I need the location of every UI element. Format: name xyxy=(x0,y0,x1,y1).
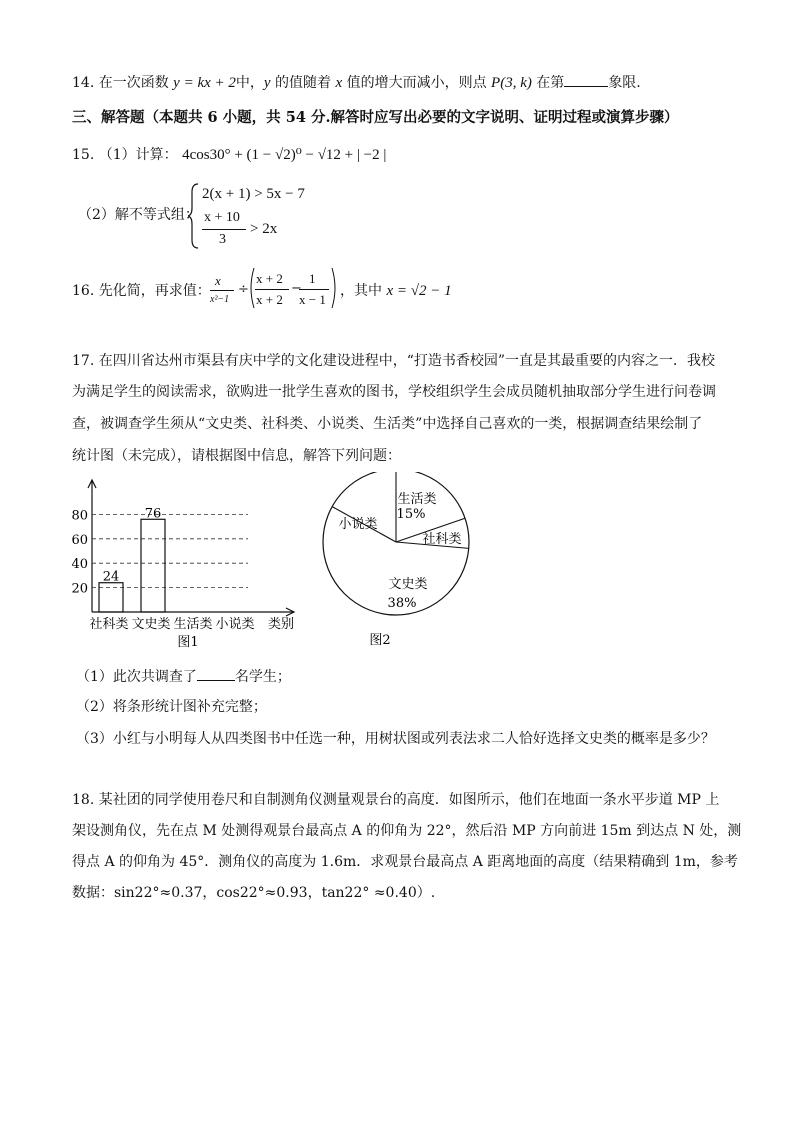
slice-label-social: 社科类 xyxy=(422,532,462,547)
q14-formula: y = kx + 2 xyxy=(173,75,236,91)
q16-frac3-num: 1 xyxy=(309,271,316,286)
slice-label-novel: 小说类 xyxy=(338,517,378,532)
question-14 xyxy=(72,72,641,93)
x-tick-label: 生活类 xyxy=(173,617,213,632)
y-tick-label: 40 xyxy=(71,557,88,573)
q17-number: 17. xyxy=(72,353,95,369)
q17-sub1-before: （1）此次共调查了 xyxy=(76,669,197,685)
q18-line-4: 数据：sin22°≈0.37，cos22°≈0.93，tan22° ≈0.40）. xyxy=(72,885,436,901)
q15-part1-expression: 4cos30° + (1 − √2)⁰ − √12 + | −2 | xyxy=(182,147,387,163)
q16-frac2-num: x + 2 xyxy=(256,271,283,286)
x-tick-label: 小说类 xyxy=(215,617,255,632)
q18-number: 18. xyxy=(72,792,95,808)
q18-line-1 xyxy=(72,790,719,810)
q16-label: 先化简，再求值： xyxy=(98,283,211,299)
q17-sub-question-3: （3）小红与小明每人从四类图书中任选一种，用树状图或列表法求二人恰好选择文史类的概率是多少？ xyxy=(76,731,715,747)
bar-value-label: 76 xyxy=(144,506,162,522)
q14-answer-blank xyxy=(564,72,608,87)
q16-frac1-num: x xyxy=(215,273,221,288)
q17-sub1-answer-blank xyxy=(197,666,235,681)
pie-chart-figure-2 xyxy=(316,472,486,652)
q16-div-sign: ÷ xyxy=(238,282,249,297)
q15-inequality-1: 2(x + 1) > 5x − 7 xyxy=(202,186,305,202)
q14-x-var: x xyxy=(335,75,343,91)
q17-sub-question-1 xyxy=(76,666,291,687)
q15-part2-label: （2）解不等式组： xyxy=(78,207,199,223)
q17-text-1: 在四川省达州市渠县有庆中学的文化建设进程中，“打造书香校园”一直是其最重要的内容之一．我校 xyxy=(98,353,716,369)
q14-text-mid3: 值的增大而减小，则点 xyxy=(342,75,492,91)
figure-2-caption: 图2 xyxy=(369,633,391,648)
y-tick-label: 80 xyxy=(71,508,88,524)
q16-minus: − xyxy=(291,281,302,296)
slice-label-life: 生活类 xyxy=(397,492,437,507)
q16-number: 16. xyxy=(72,283,95,299)
question-16 xyxy=(72,281,211,301)
slice-percent-life: 15% xyxy=(396,507,426,522)
q18-line-2: 架设测角仪，先在点 M 处测得观景台最高点 A 的仰角为 22°，然后沿 MP 方向前进 15m 到达点 N 处，测 xyxy=(72,823,742,839)
q16-frac2-den: x + 2 xyxy=(256,292,283,307)
bar-value-label: 24 xyxy=(102,569,120,585)
q18-line-3: 得点 A 的仰角为 45°．测角仪的高度为 1.6m．求观景台最高点 A 距离地面的高度（结果精确到 1m，参考 xyxy=(72,854,738,870)
figure-1-caption: 图1 xyxy=(177,635,199,650)
q17-paragraph-line-2: 为满足学生的阅读需求，欲购进一批学生喜欢的图书，学校组织学生会成员随机抽取部分学生进行问卷调 xyxy=(72,384,716,400)
q15-inequality-2-numerator: x + 10 xyxy=(204,210,240,225)
q14-text-mid1: 中， xyxy=(235,75,264,91)
q17-paragraph-line-3: 查，被调查学生须从“文史类、社科类、小说类、生活类”中选择自己喜欢的一类，根据调查结果绘制了 xyxy=(72,416,703,432)
slice-percent-history: 38% xyxy=(387,596,417,611)
q17-paragraph-line-4: 统计图（未完成），请根据图中信息，解答下列问题： xyxy=(72,448,401,464)
q16-condition xyxy=(340,281,452,301)
q14-text-before: 在一次函数 xyxy=(98,75,169,91)
q14-text-mid2: 的值随着 xyxy=(270,75,336,91)
q15-number: 15. xyxy=(72,147,95,163)
q16-frac3-den: x − 1 xyxy=(299,292,326,307)
q14-point: P(3, k) xyxy=(491,75,532,91)
q14-text-after: 象限. xyxy=(608,75,641,91)
q16-frac1-den: x²−1 xyxy=(210,294,230,305)
q16-cond-expr: x = √2 − 1 xyxy=(386,283,452,299)
q17-paragraph-line-1 xyxy=(72,351,715,371)
q15-inequality-2-denominator: 3 xyxy=(219,232,226,247)
q18-text-1: 某社团的同学使用卷尺和自制测角仪测量观景台的高度．如图所示，他们在地面一条水平步道 MP 上 xyxy=(98,792,720,808)
x-tick-label: 社科类 xyxy=(89,617,129,632)
y-tick-label: 60 xyxy=(71,532,88,548)
q14-text-mid4: 在第 xyxy=(531,75,565,91)
bar-chart-figure-1 xyxy=(66,476,326,652)
q17-sub-question-2: （2）将条形统计图补充完整； xyxy=(76,699,267,715)
q14-y-var: y xyxy=(263,75,271,91)
q15-part1-label: （1）计算： xyxy=(98,147,178,163)
slice-label-history: 文史类 xyxy=(388,577,428,592)
q17-sub1-after: 名学生； xyxy=(234,669,291,685)
bar xyxy=(99,583,123,612)
q14-number: 14. xyxy=(72,75,95,91)
section-3-heading: 三、解答题（本题共 6 小题，共 54 分.解答时应写出必要的文字说明、证明过程或演算步骤） xyxy=(72,109,679,126)
y-tick-label: 20 xyxy=(71,581,88,597)
q15-inequality-2-rhs: > 2x xyxy=(250,221,278,237)
bar xyxy=(141,519,165,612)
q16-cond-text: ，其中 xyxy=(340,283,382,299)
question-15-part-1 xyxy=(72,145,386,165)
x-tick-label: 文史类 xyxy=(131,617,171,632)
x-axis-label: 类别 xyxy=(268,617,295,632)
